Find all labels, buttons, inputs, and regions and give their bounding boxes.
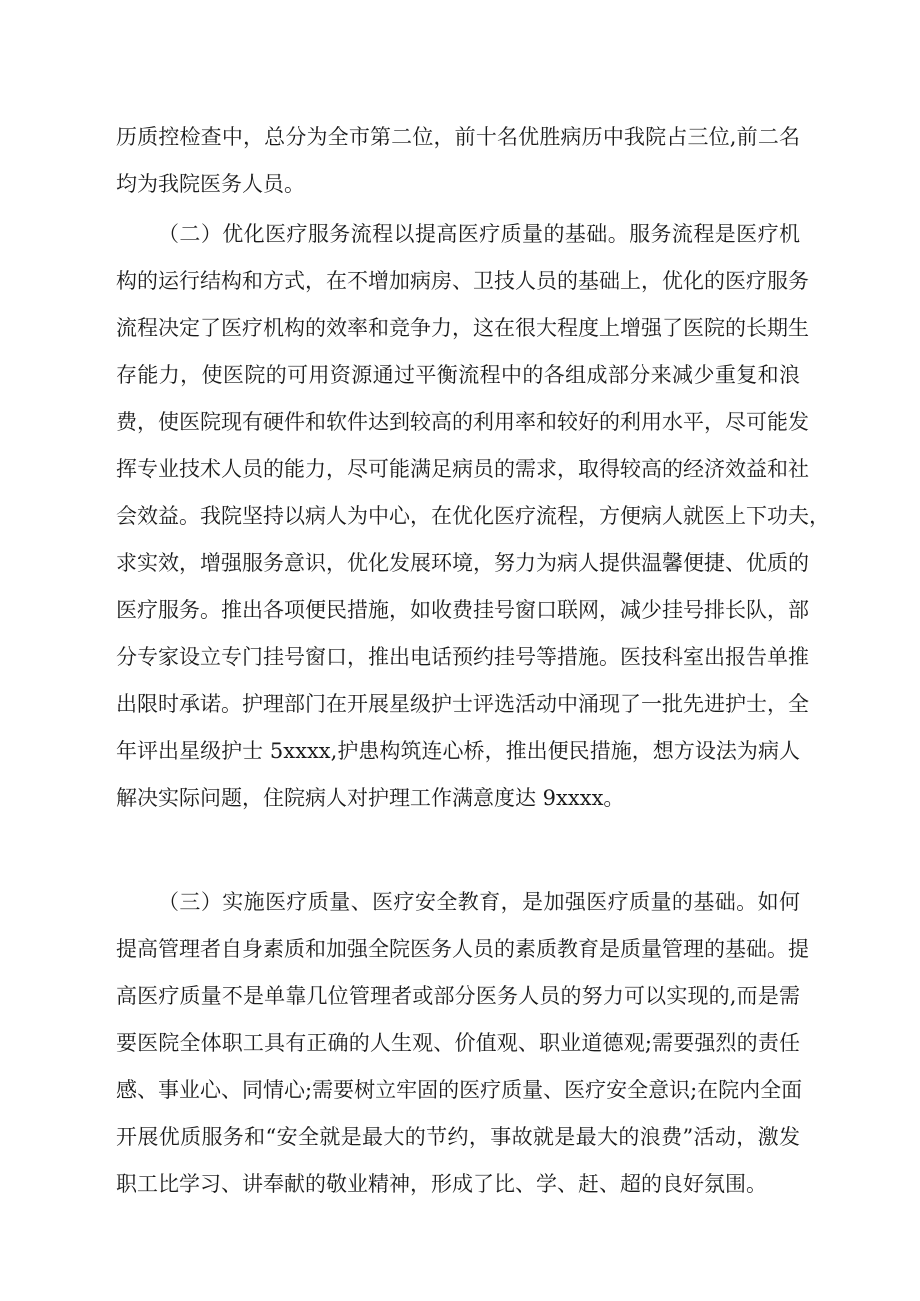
- paragraph-line: 求实效，增强服务意识，优化发展环境，努力为病人提供温馨便捷、优质的: [116, 551, 809, 575]
- paragraph-line: 感、事业心、同情心;需要树立牢固的医疗质量、医疗安全意识;在院内全面: [116, 1078, 803, 1102]
- paragraph-line: 提高管理者自身素质和加强全院医务人员的素质教育是质量管理的基础。提: [116, 937, 809, 961]
- paragraph-3: [116, 879, 809, 1208]
- paragraph-line: 费，使医院现有硬件和软件达到较高的利用率和较好的利用水平，尽可能发: [116, 410, 809, 434]
- paragraph-line: 流程决定了医疗机构的效率和竞争力，这在很大程度上增强了医院的长期生: [116, 316, 809, 340]
- paragraph-line: 职工比学习、讲奉献的敬业精神，形成了比、学、赶、超的良好氛围。: [116, 1172, 767, 1196]
- paragraph-line: 开展优质服务和“安全就是最大的节约，事故就是最大的浪费”活动，激发: [116, 1125, 800, 1149]
- paragraph-2: [116, 211, 830, 822]
- paragraph-line: 解决实际问题，住院病人对护理工作满意度达 9xxxx。: [116, 786, 625, 810]
- paragraph-1: [116, 114, 800, 208]
- paragraph-line: 存能力，使医院的可用资源通过平衡流程中的各组成部分来减少重复和浪: [116, 363, 800, 387]
- paragraph-line: 构的运行结构和方式，在不增加病房、卫技人员的基础上，优化的医疗服务: [116, 269, 809, 293]
- paragraph-line: 均为我院医务人员。: [116, 172, 305, 196]
- paragraph-line: 要医院全体职工具有正确的人生观、价值观、职业道德观;需要强烈的责任: [116, 1031, 800, 1055]
- paragraph-line: 分专家设立专门挂号窗口，推出电话预约挂号等措施。医技科室出报告单推: [116, 645, 809, 669]
- paragraph-line: 年评出星级护士 5xxxx,护患构筑连心桥，推出便民措施，想方设法为病人: [116, 739, 800, 763]
- paragraph-line: 会效益。我院坚持以病人为中心，在优化医疗流程，方便病人就医上下功夫，: [116, 504, 830, 528]
- paragraph-line: （二）优化医疗服务流程以提高医疗质量的基础。服务流程是医疗机: [158, 222, 800, 246]
- paragraph-line: 挥专业技术人员的能力，尽可能满足病员的需求，取得较高的经济效益和社: [116, 457, 809, 481]
- paragraph-line: 历质控检查中，总分为全市第二位，前十名优胜病历中我院占三位,前二名: [116, 125, 800, 149]
- paragraph-line: 出限时承诺。护理部门在开展星级护士评选活动中涌现了一批先进护士，全: [116, 692, 809, 716]
- paragraph-line: 医疗服务。推出各项便民措施，如收费挂号窗口联网，减少挂号排长队，部: [116, 598, 809, 622]
- paragraph-line: （三）实施医疗质量、医疗安全教育，是加强医疗质量的基础。如何: [158, 890, 800, 914]
- paragraph-line: 高医疗质量不是单靠几位管理者或部分医务人员的努力可以实现的,而是需: [116, 984, 800, 1008]
